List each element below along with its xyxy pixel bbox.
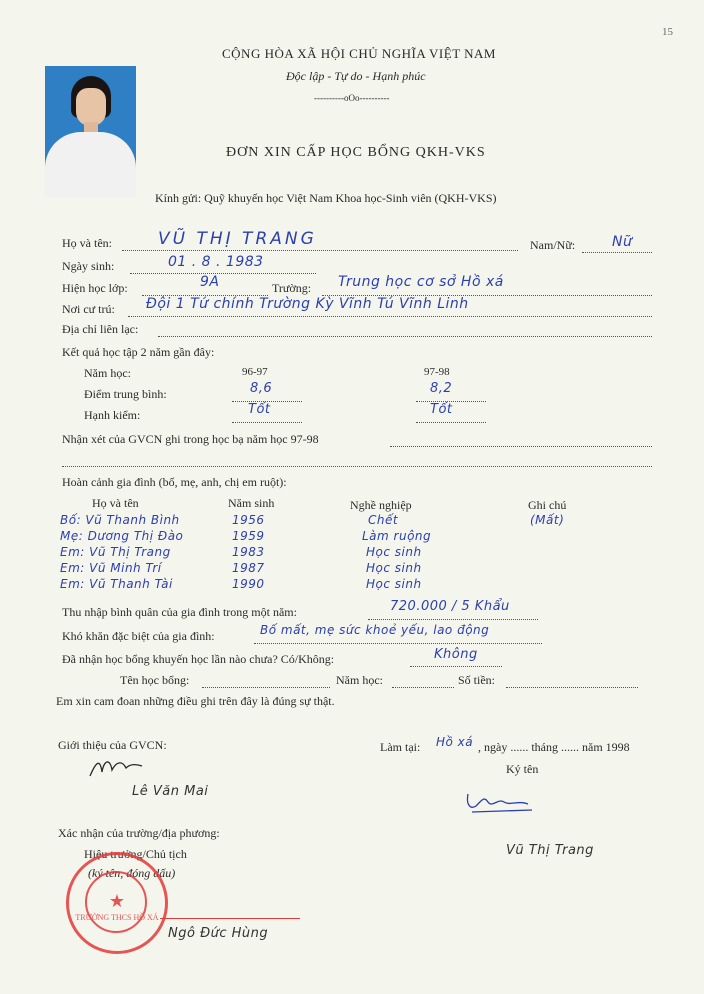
family-row-1-job: Chết bbox=[368, 513, 399, 527]
hardship-label: Khó khăn đặc biệt của gia đình: bbox=[62, 629, 215, 643]
principal-name: Ngô Đức Hùng bbox=[168, 926, 269, 941]
addressee: Kính gửi: Quỹ khuyến học Việt Nam Khoa học-Sinh viên (QKH-VKS) bbox=[155, 191, 497, 205]
family-row-4-year: 1987 bbox=[232, 561, 265, 575]
hardship-value: Bố mất, mẹ sức khoẻ yếu, lao động bbox=[260, 623, 490, 637]
avg-label: Điểm trung bình: bbox=[84, 387, 167, 401]
pledge-text: Em xin cam đoan những điều ghi trên đây là đúng sự thật. bbox=[56, 694, 335, 708]
place-value: Hồ xá bbox=[436, 735, 474, 749]
teacher-signature bbox=[86, 752, 156, 782]
principal-note: (ký tên, đóng dấu) bbox=[88, 866, 176, 880]
family-col-year: Năm sinh bbox=[228, 496, 275, 510]
stamp-text: TRƯỜNG THCS HỒ XÁ bbox=[75, 913, 159, 922]
family-row-1-note: (Mất) bbox=[530, 513, 565, 527]
family-row-5-name: Em: Vũ Thanh Tài bbox=[60, 577, 173, 591]
family-row-3-year: 1983 bbox=[232, 545, 265, 559]
family-col-note: Ghi chú bbox=[528, 498, 567, 512]
year-label: Năm học: bbox=[84, 366, 131, 380]
student-signature-name: Vũ Thị Trang bbox=[506, 843, 594, 858]
date-text: , ngày ...... tháng ...... năm 1998 bbox=[478, 740, 630, 754]
student-signature-mark bbox=[462, 786, 538, 818]
conduct-2: Tốt bbox=[430, 402, 453, 417]
teacher-note-label: Nhận xét của GVCN ghi trong học bạ năm học 97-98 bbox=[62, 432, 319, 446]
motto: Độc lập - Tự do - Hạnh phúc bbox=[286, 69, 426, 83]
family-row-3-job: Học sinh bbox=[366, 545, 422, 559]
avg-2: 8,2 bbox=[430, 381, 453, 396]
conduct-label: Hạnh kiểm: bbox=[84, 408, 141, 422]
class-label: Hiện học lớp: bbox=[62, 281, 128, 295]
school-label: Trường: bbox=[272, 281, 312, 295]
page-number: 15 bbox=[662, 26, 673, 38]
received-label: Đã nhận học bổng khuyến học lần nào chưa? Có/Không: bbox=[62, 652, 335, 666]
residence-value: Đội 1 Tứ chính Trường Kỳ Vĩnh Tú Vĩnh Linh bbox=[146, 296, 469, 312]
teacher-intro-label: Giới thiệu của GVCN: bbox=[58, 738, 167, 752]
received-value: Không bbox=[434, 647, 478, 662]
family-row-2-job: Làm ruộng bbox=[362, 529, 432, 543]
dob-value: 01 . 8 . 1983 bbox=[168, 254, 264, 270]
avg-1: 8,6 bbox=[250, 381, 273, 396]
student-photo bbox=[45, 66, 136, 197]
header-divider: ----------oOo---------- bbox=[314, 93, 390, 103]
year-1: 96-97 bbox=[242, 366, 268, 378]
family-row-3-name: Em: Vũ Thị Trang bbox=[60, 545, 171, 559]
residence-label: Nơi cư trú: bbox=[62, 302, 115, 316]
sign-label: Ký tên bbox=[506, 762, 539, 776]
family-row-1-year: 1956 bbox=[232, 513, 265, 527]
name-label: Họ và tên: bbox=[62, 236, 112, 250]
principal-label: Hiệu trưởng/Chủ tịch bbox=[84, 847, 187, 861]
family-row-2-name: Mẹ: Dương Thị Đào bbox=[60, 529, 184, 543]
confirm-label: Xác nhận của trường/địa phương: bbox=[58, 826, 220, 840]
family-row-4-job: Học sinh bbox=[366, 561, 422, 575]
gender-value: Nữ bbox=[612, 234, 633, 250]
conduct-1: Tốt bbox=[248, 402, 271, 417]
country-heading: CỘNG HÒA XÃ HỘI CHỦ NGHĨA VIỆT NAM bbox=[222, 46, 496, 61]
contact-label: Địa chỉ liên lạc: bbox=[62, 322, 139, 336]
scholarship-year-label: Năm học: bbox=[336, 673, 383, 687]
family-row-5-job: Học sinh bbox=[366, 577, 422, 591]
scholarship-amount-label: Số tiền: bbox=[458, 673, 496, 687]
scholarship-name-label: Tên học bổng: bbox=[120, 673, 190, 687]
family-row-2-year: 1959 bbox=[232, 529, 265, 543]
dob-label: Ngày sinh: bbox=[62, 259, 115, 273]
year-2: 97-98 bbox=[424, 366, 450, 378]
class-value: 9A bbox=[200, 274, 220, 290]
income-value: 720.000 / 5 Khẩu bbox=[390, 599, 510, 614]
family-col-job: Nghề nghiệp bbox=[350, 498, 412, 512]
gender-label: Nam/Nữ: bbox=[530, 238, 576, 252]
official-stamp: ★ TRƯỜNG THCS HỒ XÁ bbox=[66, 852, 168, 954]
family-row-5-year: 1990 bbox=[232, 577, 265, 591]
place-label: Làm tại: bbox=[380, 740, 421, 754]
family-row-4-name: Em: Vũ Minh Trí bbox=[60, 561, 162, 575]
income-label: Thu nhập bình quân của gia đình trong một năm: bbox=[62, 605, 297, 619]
form-title: ĐƠN XIN CẤP HỌC BỔNG QKH-VKS bbox=[226, 145, 486, 160]
school-value: Trung học cơ sở Hồ xá bbox=[338, 274, 504, 290]
name-value: VŨ THỊ TRANG bbox=[158, 229, 317, 249]
family-col-name: Họ và tên bbox=[92, 496, 139, 510]
family-heading: Hoàn cảnh gia đình (bố, mẹ, anh, chị em ruột): bbox=[62, 475, 287, 489]
teacher-name: Lê Văn Mai bbox=[132, 784, 209, 799]
family-row-1-name: Bố: Vũ Thanh Bình bbox=[60, 513, 180, 527]
results-heading: Kết quả học tập 2 năm gần đây: bbox=[62, 345, 215, 359]
